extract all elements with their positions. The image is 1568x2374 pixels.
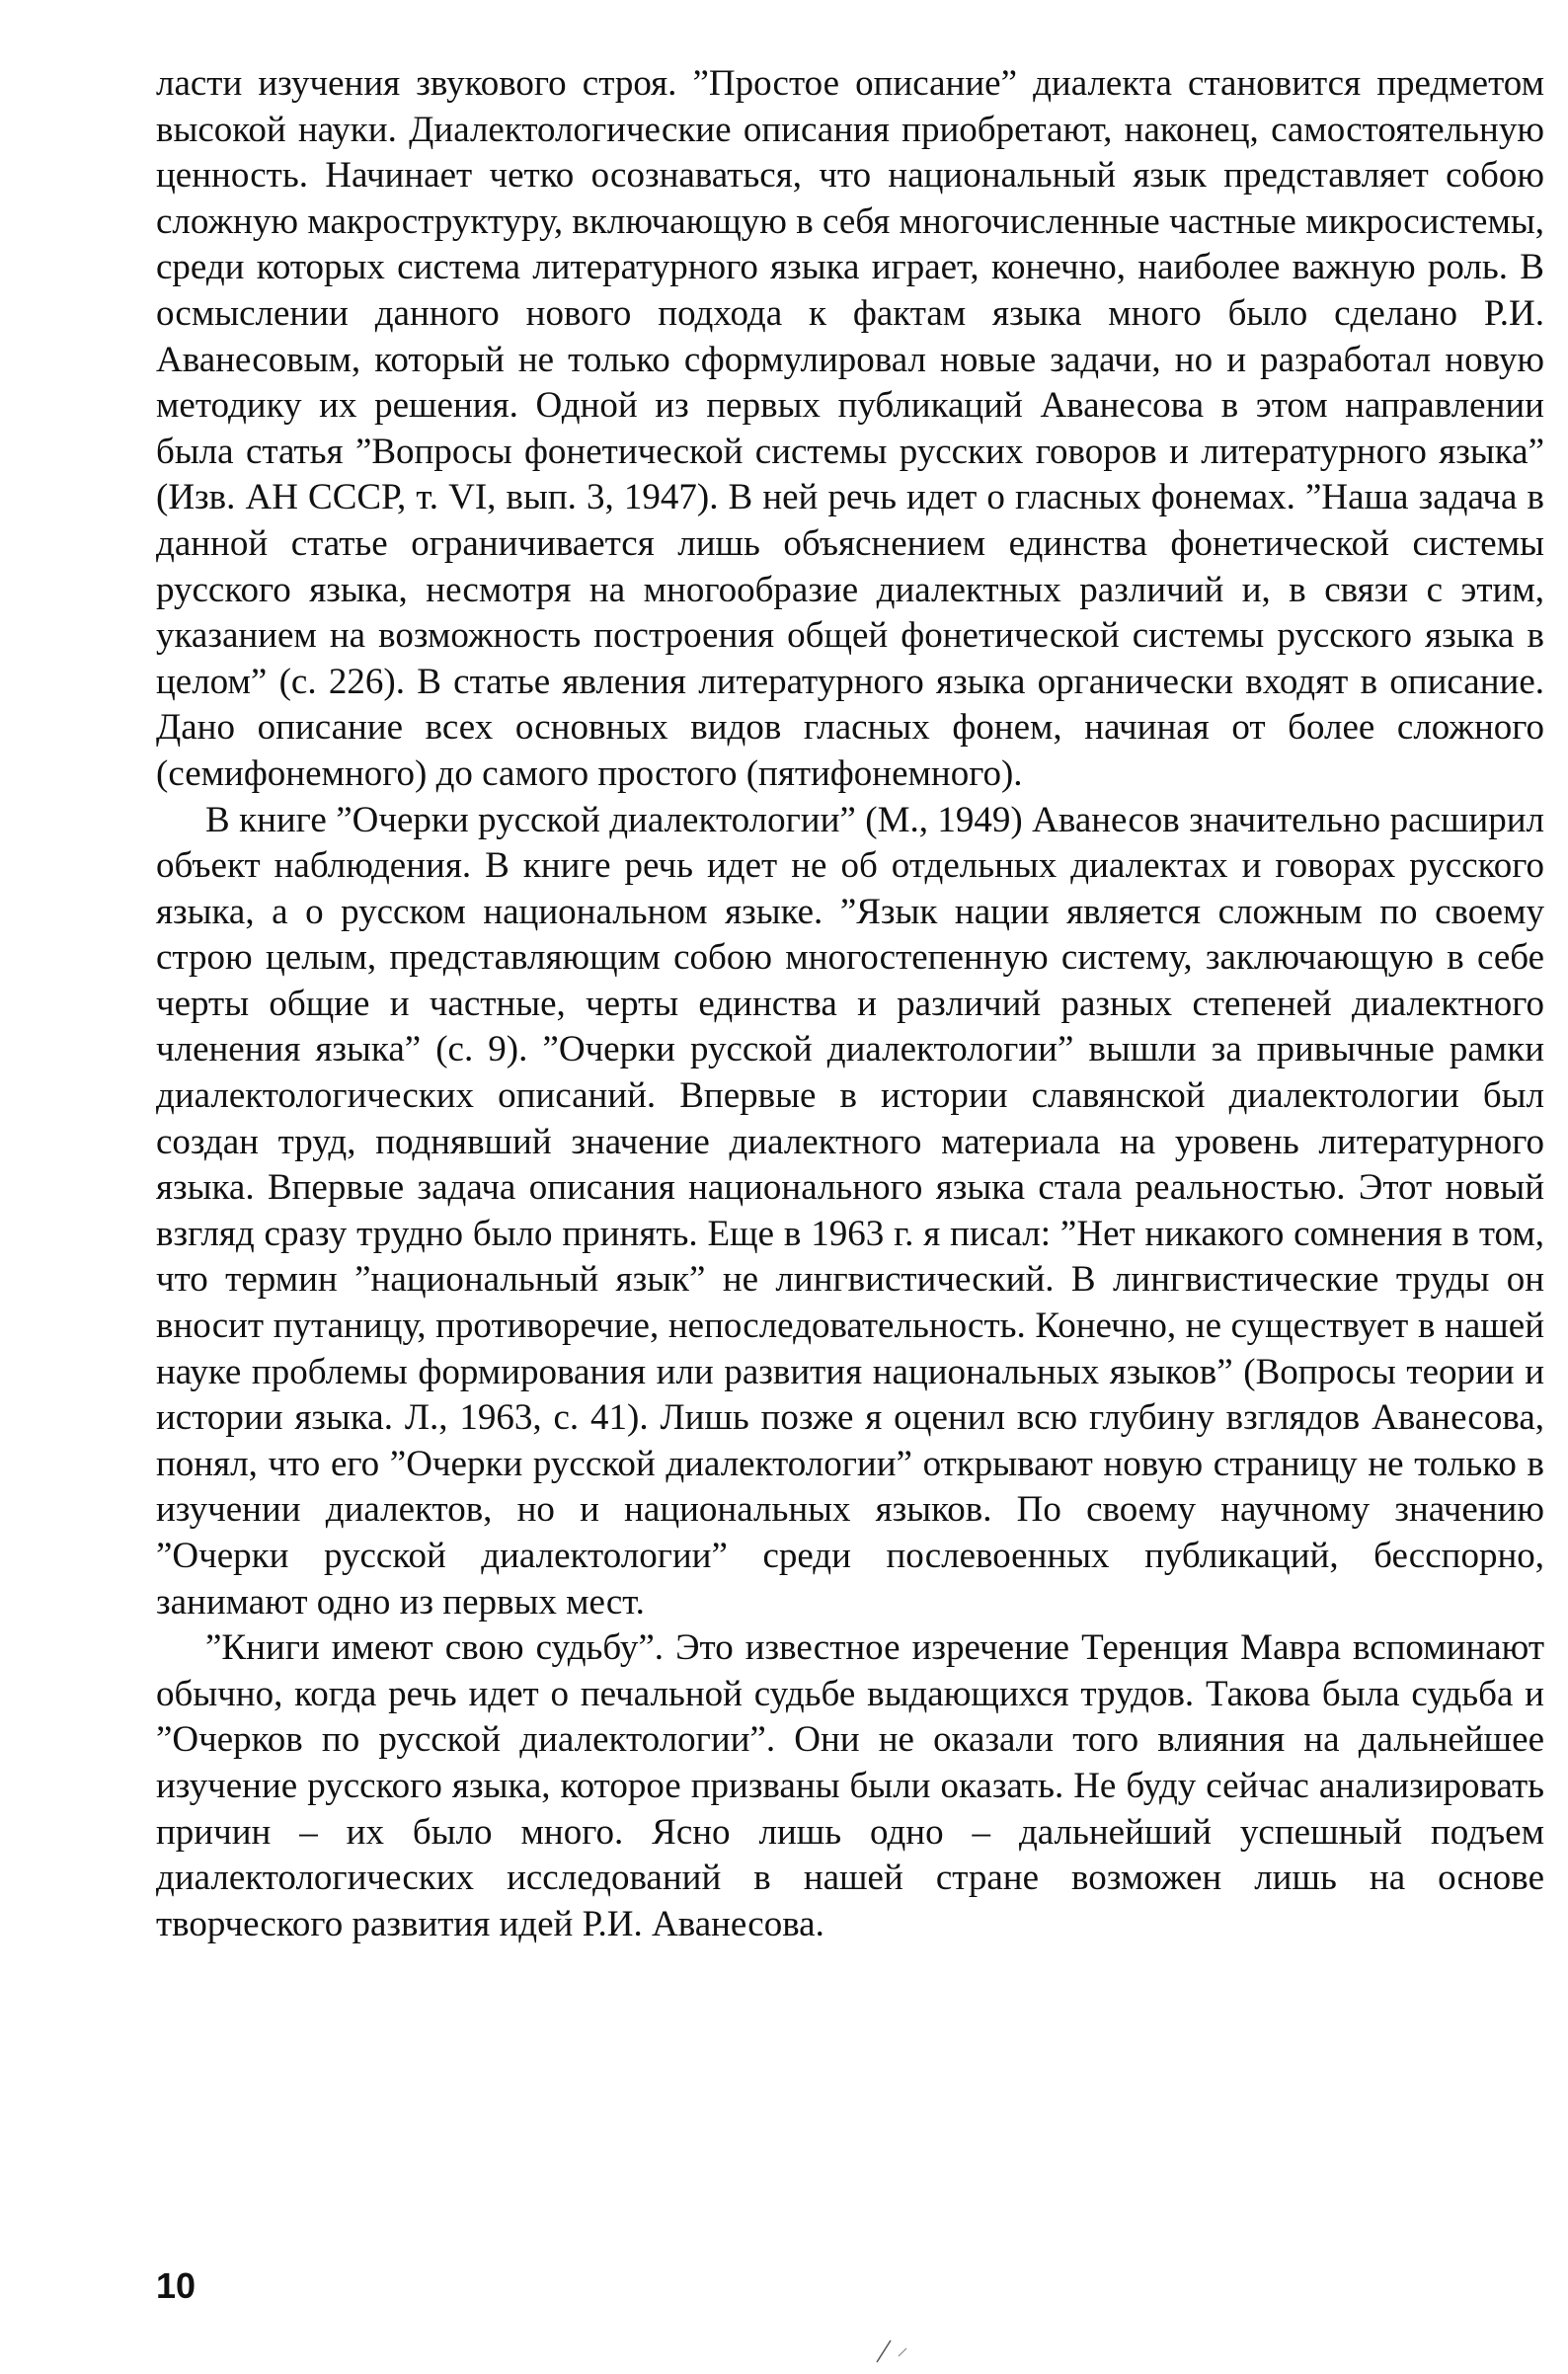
scan-artifact-mark — [869, 2327, 928, 2366]
page-body — [156, 61, 1544, 1947]
paragraph-2: В книге ”Очерки русской диалектологии” (М., 1949) Аванесов значительно расширил объект наблюдения. В книге речь идет не об отдельных диалектах и говорах русского языка, а о русском национальном языке. ”Язык нации является сложным по своему строю целым, представляющим собою многостепенную систему, заключающую в себе черты общие и частные, черты единства и различий разных степеней диалектного членения языка” (с. 9). ”Очерки русской диалектологии” вышли за привычные рамки диалектологических описаний. Впервые в истории славянской диалектологии был создан труд, поднявший значение диалектного материала на уровень литературного языка. Впервые задача описания национального языка стала реальностью. Этот новый взгляд сразу трудно было принять. Еще в 1963 г. я писал: ”Нет никакого сомнения в том, что термин ”национальный язык” не лингвистический. В лингвистические труды он вносит путаницу, противоречие, непоследовательность. Конечно, не существует в нашей науке проблемы формирования или развития национальных языков” (Вопросы теории и истории языка. Л., 1963, с. 41). Лишь позже я оценил всю глубину взглядов Аванесова, понял, что его ”Очерки русской диалектологии” открывают новую страницу не только в изучении диалектов, но и национальных языков. По своему научному значению ”Очерки русской диалектологии” среди послевоенных публикаций, бесспорно, занимают одно из первых мест. — [156, 799, 1544, 1622]
paragraph-3: ”Книги имеют свою судьбу”. Это известное изречение Теренция Мавра вспоминают обычно, когда речь идет о печальной судьбе выдающихся трудов. Такова была судьба и ”Очерков по русской диалектологии”. Они не оказали того влияния на дальнейшее изучение русского языка, которое призваны были оказать. Не буду сейчас анализировать причин – их было много. Ясно лишь одно – дальнейший успешный подъем диалектологических исследований в нашей стране возможен лишь на основе творческого развития идей Р.И. Аванесова. — [156, 1627, 1544, 1944]
paragraph-1: ласти изучения звукового строя. ”Простое описание” диалекта становится предметом высокой науки. Диалектологические описания приобретают, наконец, самостоятельную ценность. Начинает четко осознаваться, что национальный язык представляет собою сложную макроструктуру, включающую в себя многочисленные частные микросистемы, среди которых система литературного языка играет, конечно, наиболее важную роль. В осмыслении данного нового подхода к фактам языка много было сделано Р.И. Аванесовым, который не только сформулировал новые задачи, но и разработал новую методику их решения. Одной из первых публикаций Аванесова в этом направлении была статья ”Вопросы фонетической системы русских говоров и литературного языка” (Изв. АН СССР, т. VI, вып. 3, 1947). В ней речь идет о гласных фонемах. ”Наша задача в данной статье ограничивается лишь объяснением единства фонетической системы русского языка, несмотря на многообразие диалектных различий и, в связи с этим, указанием на возможность построения общей фонетической системы русского языка в целом” (с. 226). В статье явления литературного языка органически входят в описание. Дано описание всех основных видов гласных фонем, начиная от более сложного (семифонемного) до самого простого (пятифонемного). — [156, 63, 1544, 794]
page-number: 10 — [156, 2265, 196, 2306]
